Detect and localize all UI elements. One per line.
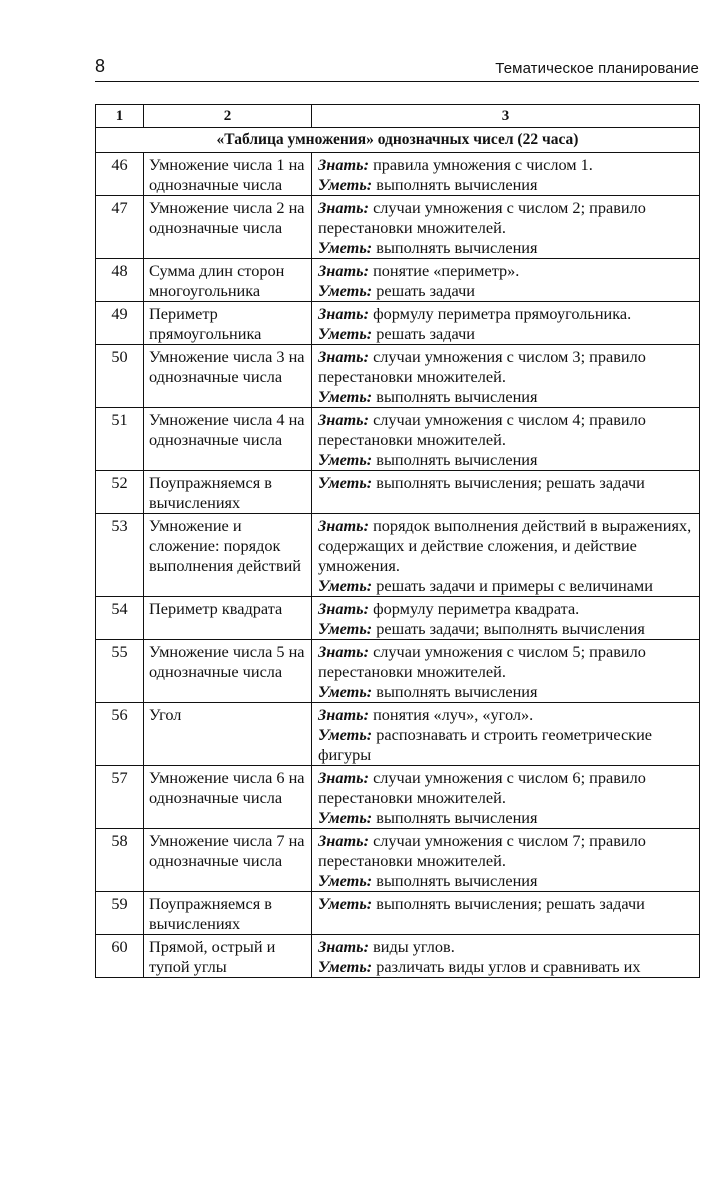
requirement-label: Уметь: (318, 619, 373, 638)
lesson-number: 49 (96, 302, 144, 345)
requirement-label: Уметь: (318, 894, 373, 913)
requirement-label: Знать: (318, 705, 369, 724)
requirement-text: виды углов. (369, 937, 455, 956)
lesson-topic: Сумма длин сторон многоугольника (144, 259, 312, 302)
requirement-line (318, 937, 695, 957)
table-row (96, 640, 700, 703)
lesson-topic: Умножение числа 1 на однозначные числа (144, 153, 312, 196)
lesson-requirements (312, 514, 700, 597)
table-row (96, 829, 700, 892)
lesson-number: 53 (96, 514, 144, 597)
lesson-number: 52 (96, 471, 144, 514)
requirement-text: выполнять вычисления (372, 682, 538, 701)
lesson-requirements (312, 471, 700, 514)
section-title: «Таблица умножения» однозначных чисел (22 часа) (96, 128, 700, 153)
requirement-line (318, 347, 695, 387)
header-rule (95, 81, 699, 82)
lesson-topic: Умножение числа 7 на однозначные числа (144, 829, 312, 892)
lesson-number: 50 (96, 345, 144, 408)
lesson-requirements (312, 892, 700, 935)
requirement-line (318, 894, 695, 914)
requirement-text: случаи умножения с числом 5; правило перестановки множителей. (318, 642, 646, 681)
lesson-requirements (312, 302, 700, 345)
requirement-label: Знать: (318, 642, 369, 661)
requirement-label: Уметь: (318, 808, 373, 827)
table-row (96, 597, 700, 640)
lesson-topic: Поупражняемся в вычислениях (144, 892, 312, 935)
lesson-requirements (312, 196, 700, 259)
requirement-line (318, 642, 695, 682)
lesson-topic: Умножение числа 4 на однозначные числа (144, 408, 312, 471)
requirement-label: Уметь: (318, 725, 373, 744)
requirement-text: решать задачи (372, 281, 476, 300)
requirement-line (318, 516, 695, 576)
lesson-number: 56 (96, 703, 144, 766)
requirement-line (318, 705, 695, 725)
lesson-requirements (312, 640, 700, 703)
lesson-topic: Умножение числа 2 на однозначные числа (144, 196, 312, 259)
requirement-line (318, 198, 695, 238)
lesson-requirements (312, 829, 700, 892)
lesson-number: 48 (96, 259, 144, 302)
table-row (96, 196, 700, 259)
lesson-topic: Поупражняемся в вычислениях (144, 471, 312, 514)
requirement-label: Знать: (318, 410, 369, 429)
table-row (96, 408, 700, 471)
table-row (96, 514, 700, 597)
lesson-number: 46 (96, 153, 144, 196)
requirement-text: различать виды углов и сравнивать их (372, 957, 641, 976)
requirement-line (318, 261, 695, 281)
requirement-line (318, 831, 695, 871)
requirement-line (318, 619, 695, 639)
lesson-number: 60 (96, 935, 144, 978)
requirement-line (318, 682, 695, 702)
lesson-number: 54 (96, 597, 144, 640)
lesson-topic: Периметр квадрата (144, 597, 312, 640)
requirement-text: случаи умножения с числом 7; правило перестановки множителей. (318, 831, 646, 870)
table-row (96, 703, 700, 766)
requirement-text: формулу периметра прямоугольника. (369, 304, 632, 323)
lesson-requirements (312, 408, 700, 471)
requirement-label: Знать: (318, 304, 369, 323)
requirement-label: Знать: (318, 347, 369, 366)
requirement-text: понятия «луч», «угол». (369, 705, 534, 724)
requirement-label: Уметь: (318, 682, 373, 701)
lesson-requirements (312, 766, 700, 829)
requirement-text: выполнять вычисления; решать задачи (372, 473, 645, 492)
requirement-label: Уметь: (318, 175, 373, 194)
requirement-label: Уметь: (318, 324, 373, 343)
requirement-text: правила умножения с числом 1. (369, 155, 593, 174)
requirement-text: выполнять вычисления (372, 450, 538, 469)
requirement-line (318, 155, 695, 175)
requirement-line (318, 238, 695, 258)
requirement-text: случаи умножения с числом 4; правило перестановки множителей. (318, 410, 646, 449)
section-row (96, 128, 700, 153)
requirement-line (318, 599, 695, 619)
requirement-line (318, 387, 695, 407)
lesson-requirements (312, 935, 700, 978)
requirement-label: Уметь: (318, 473, 373, 492)
lesson-number: 58 (96, 829, 144, 892)
requirement-text: выполнять вычисления (372, 238, 538, 257)
lesson-requirements (312, 259, 700, 302)
lesson-topic: Угол (144, 703, 312, 766)
table-row (96, 259, 700, 302)
requirement-label: Уметь: (318, 576, 373, 595)
lesson-requirements (312, 703, 700, 766)
requirement-line (318, 175, 695, 195)
requirement-text: понятие «периметр». (369, 261, 520, 280)
requirement-line (318, 304, 695, 324)
planning-table (95, 104, 700, 978)
lesson-number: 55 (96, 640, 144, 703)
table-row (96, 302, 700, 345)
column-header: 3 (312, 105, 700, 128)
requirement-line (318, 450, 695, 470)
column-header: 2 (144, 105, 312, 128)
requirement-label: Знать: (318, 261, 369, 280)
lesson-number: 47 (96, 196, 144, 259)
requirement-line (318, 957, 695, 977)
table-row (96, 471, 700, 514)
requirement-line (318, 768, 695, 808)
column-header: 1 (96, 105, 144, 128)
requirement-line (318, 410, 695, 450)
lesson-topic: Умножение и сложение: порядок выполнения действий (144, 514, 312, 597)
requirement-label: Уметь: (318, 281, 373, 300)
requirement-label: Знать: (318, 198, 369, 217)
requirement-line (318, 281, 695, 301)
requirement-text: выполнять вычисления (372, 387, 538, 406)
requirement-text: решать задачи и примеры с величинами (372, 576, 653, 595)
lesson-topic: Прямой, острый и тупой углы (144, 935, 312, 978)
lesson-requirements (312, 597, 700, 640)
requirement-text: решать задачи (372, 324, 476, 343)
requirement-label: Уметь: (318, 450, 373, 469)
lesson-topic: Периметр прямоугольника (144, 302, 312, 345)
table-row (96, 892, 700, 935)
requirement-text: решать задачи; выполнять вычисления (372, 619, 645, 638)
table-row (96, 766, 700, 829)
column-header-row (96, 105, 700, 128)
requirement-label: Знать: (318, 155, 369, 174)
lesson-topic: Умножение числа 6 на однозначные числа (144, 766, 312, 829)
lesson-requirements (312, 153, 700, 196)
requirement-line (318, 871, 695, 891)
page-header (95, 56, 699, 82)
requirement-label: Уметь: (318, 957, 373, 976)
requirement-line (318, 725, 695, 765)
table-row (96, 345, 700, 408)
requirement-text: выполнять вычисления (372, 808, 538, 827)
lesson-topic: Умножение числа 3 на однозначные числа (144, 345, 312, 408)
requirement-line (318, 324, 695, 344)
requirement-label: Знать: (318, 937, 369, 956)
requirement-label: Уметь: (318, 238, 373, 257)
lesson-topic: Умножение числа 5 на однозначные числа (144, 640, 312, 703)
running-title: Тематическое планирование (495, 60, 699, 77)
requirement-text: случаи умножения с числом 2; правило перестановки множителей. (318, 198, 646, 237)
requirement-line (318, 808, 695, 828)
requirement-text: распознавать и строить геометрические фигуры (318, 725, 653, 764)
requirement-text: случаи умножения с числом 3; правило перестановки множителей. (318, 347, 646, 386)
page-number: 8 (95, 56, 106, 76)
requirement-text: случаи умножения с числом 6; правило перестановки множителей. (318, 768, 646, 807)
requirement-label: Уметь: (318, 387, 373, 406)
table-row (96, 935, 700, 978)
table-row (96, 153, 700, 196)
requirement-text: формулу периметра квадрата. (369, 599, 580, 618)
requirement-text: выполнять вычисления (372, 871, 538, 890)
requirement-line (318, 473, 695, 493)
requirement-text: выполнять вычисления; решать задачи (372, 894, 645, 913)
requirement-text: порядок выполнения действий в выражениях, содержащих и действие сложения, и действие умножения. (318, 516, 692, 575)
lesson-number: 57 (96, 766, 144, 829)
lesson-number: 59 (96, 892, 144, 935)
requirement-label: Знать: (318, 516, 369, 535)
lesson-requirements (312, 345, 700, 408)
requirement-label: Знать: (318, 768, 369, 787)
requirement-label: Уметь: (318, 871, 373, 890)
requirement-text: выполнять вычисления (372, 175, 538, 194)
requirement-line (318, 576, 695, 596)
lesson-number: 51 (96, 408, 144, 471)
requirement-label: Знать: (318, 831, 369, 850)
requirement-label: Знать: (318, 599, 369, 618)
